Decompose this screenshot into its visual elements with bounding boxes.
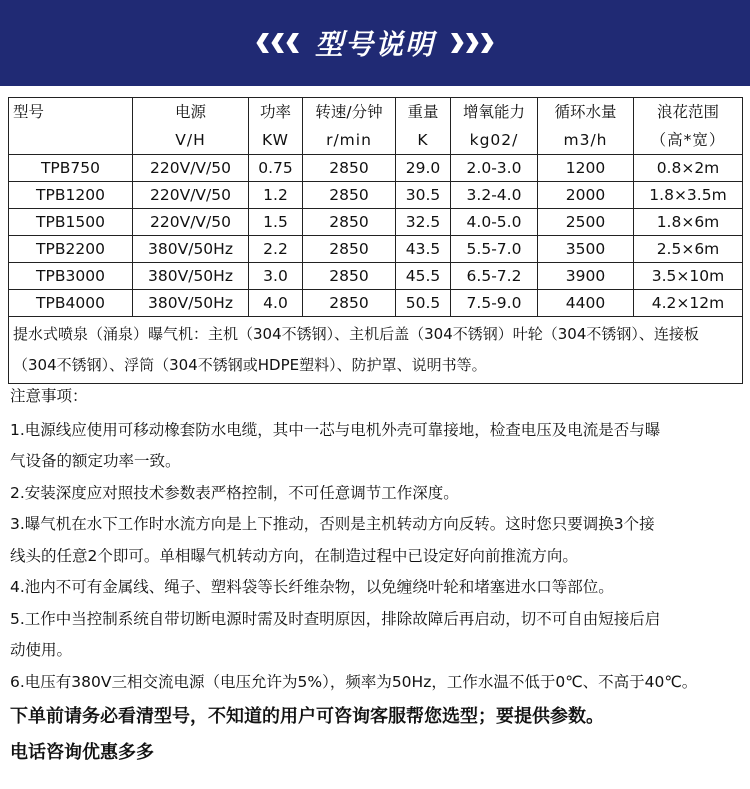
header-cell: 型号 — [9, 98, 133, 127]
table-cell: 2.5×6m — [634, 236, 743, 263]
table-cell: 2.2 — [249, 236, 303, 263]
note-line: 2.安装深度应对照技术参数表严格控制，不可任意调节工作深度。 — [10, 483, 459, 502]
table-cell: 2850 — [303, 155, 396, 182]
unit-cell — [9, 126, 133, 155]
table-row — [9, 155, 743, 182]
title-banner — [0, 0, 750, 86]
header-cell: 转速/分钟 — [303, 98, 396, 127]
table-cell: 1200 — [538, 155, 634, 182]
table-cell: 1.8×3.5m — [634, 182, 743, 209]
table-cell: 6.5-7.2 — [451, 263, 538, 290]
table-cell: 1.8×6m — [634, 209, 743, 236]
header-cell: 功率 — [249, 98, 303, 127]
header-cell: 循环水量 — [538, 98, 634, 127]
chevrons-right-icon — [451, 33, 495, 53]
table-cell: TPB2200 — [9, 236, 133, 263]
table-cell: 30.5 — [396, 182, 451, 209]
unit-cell: （高*宽） — [634, 126, 743, 155]
note-line: 6.电压有380V三相交流电源（电压允许为5%），频率为50Hz，工作水温不低于0℃、不高于40℃。 — [10, 672, 698, 691]
header-cell: 重量 — [396, 98, 451, 127]
table-cell: 43.5 — [396, 236, 451, 263]
table-cell: 7.5-9.0 — [451, 290, 538, 317]
table-cell: 2850 — [303, 209, 396, 236]
table-cell: 4.0-5.0 — [451, 209, 538, 236]
table-cell: 3500 — [538, 236, 634, 263]
note-line: 4.池内不可有金属线、绳子、塑料袋等长纤维杂物，以免缠绕叶轮和堵塞进水口等部位。 — [10, 578, 614, 596]
product-description: 提水式喷泉（涌泉）曝气机：主机（304不锈钢）、主机后盖（304不锈钢）叶轮（304不锈钢）、连接板（304不锈钢）、浮筒（304不锈钢或HDPE塑料）、防护罩、说明书等。 — [9, 317, 743, 384]
note-line: 气设备的额定功率一致。 — [10, 452, 181, 470]
header-cell: 浪花范围 — [634, 98, 743, 127]
table-cell: 2.0-3.0 — [451, 155, 538, 182]
unit-cell: K — [396, 126, 451, 155]
table-cell: TPB1500 — [9, 209, 133, 236]
header-cell: 电源 — [133, 98, 249, 127]
unit-cell: r/min — [303, 126, 396, 155]
table-cell: 0.8×2m — [634, 155, 743, 182]
table-cell: 45.5 — [396, 263, 451, 290]
note-line: 1.电源线应使用可移动橡套防水电缆，其中一芯与电机外壳可靠接地，检查电压及电流是否与曝 — [10, 420, 661, 439]
table-cell: 2850 — [303, 182, 396, 209]
table-cell: 32.5 — [396, 209, 451, 236]
table-cell: 380V/50Hz — [133, 236, 249, 263]
table-cell: 220V/V/50 — [133, 182, 249, 209]
table-cell: 2850 — [303, 290, 396, 317]
order-notice: 下单前请务必看清型号，不知道的用户可咨询客服帮您选型；要提供参数。 — [10, 706, 604, 727]
table-cell: TPB1200 — [9, 182, 133, 209]
header-cell: 增氧能力 — [451, 98, 538, 127]
table-cell: 4.0 — [249, 290, 303, 317]
table-cell: 50.5 — [396, 290, 451, 317]
unit-cell: V/H — [133, 126, 249, 155]
table-cell: 1.5 — [249, 209, 303, 236]
notes-section — [10, 381, 744, 698]
table-row — [9, 263, 743, 290]
page-title: 型号说明 — [314, 28, 435, 61]
chevrons-left-icon — [255, 33, 299, 53]
unit-cell: KW — [249, 126, 303, 155]
note-line: 5.工作中当控制系统自带切断电源时需及时查明原因，排除故障后再启动，切不可自由短接后启 — [10, 609, 661, 628]
unit-cell: kg02/ — [451, 126, 538, 155]
table-cell: 29.0 — [396, 155, 451, 182]
note-line: 线头的任意2个即可。单相曝气机转动方向，在制造过程中已设定好向前推流方向。 — [10, 546, 578, 565]
table-cell: 2850 — [303, 263, 396, 290]
table-cell: 5.5-7.0 — [451, 236, 538, 263]
table-cell: 2000 — [538, 182, 634, 209]
table-row — [9, 236, 743, 263]
table-row — [9, 290, 743, 317]
table-row — [9, 209, 743, 236]
table-cell: 4.2×12m — [634, 290, 743, 317]
table-cell: 3.5×10m — [634, 263, 743, 290]
note-line: 动使用。 — [10, 641, 73, 659]
table-cell: 380V/50Hz — [133, 263, 249, 290]
table-cell: 2500 — [538, 209, 634, 236]
table-header-row — [9, 98, 743, 127]
note-line: 3.曝气机在水下工作时水流方向是上下推动，否则是主机转动方向反转。这时您只要调换3个接 — [10, 515, 655, 533]
table-description-row — [9, 317, 743, 384]
table-cell: 3.2-4.0 — [451, 182, 538, 209]
table-row — [9, 182, 743, 209]
unit-cell: m3/h — [538, 126, 634, 155]
spec-table — [8, 97, 743, 384]
table-cell: 4400 — [538, 290, 634, 317]
table-cell: TPB750 — [9, 155, 133, 182]
notes-heading: 注意事项： — [10, 387, 88, 405]
table-cell: 220V/V/50 — [133, 209, 249, 236]
table-cell: 220V/V/50 — [133, 155, 249, 182]
table-cell: 380V/50Hz — [133, 290, 249, 317]
table-cell: 3.0 — [249, 263, 303, 290]
table-cell: 1.2 — [249, 182, 303, 209]
table-cell: 0.75 — [249, 155, 303, 182]
phone-promo: 电话咨询优惠多多 — [10, 742, 154, 763]
table-unit-row — [9, 126, 743, 155]
table-cell: 2850 — [303, 236, 396, 263]
table-cell: TPB4000 — [9, 290, 133, 317]
table-cell: 3900 — [538, 263, 634, 290]
table-cell: TPB3000 — [9, 263, 133, 290]
